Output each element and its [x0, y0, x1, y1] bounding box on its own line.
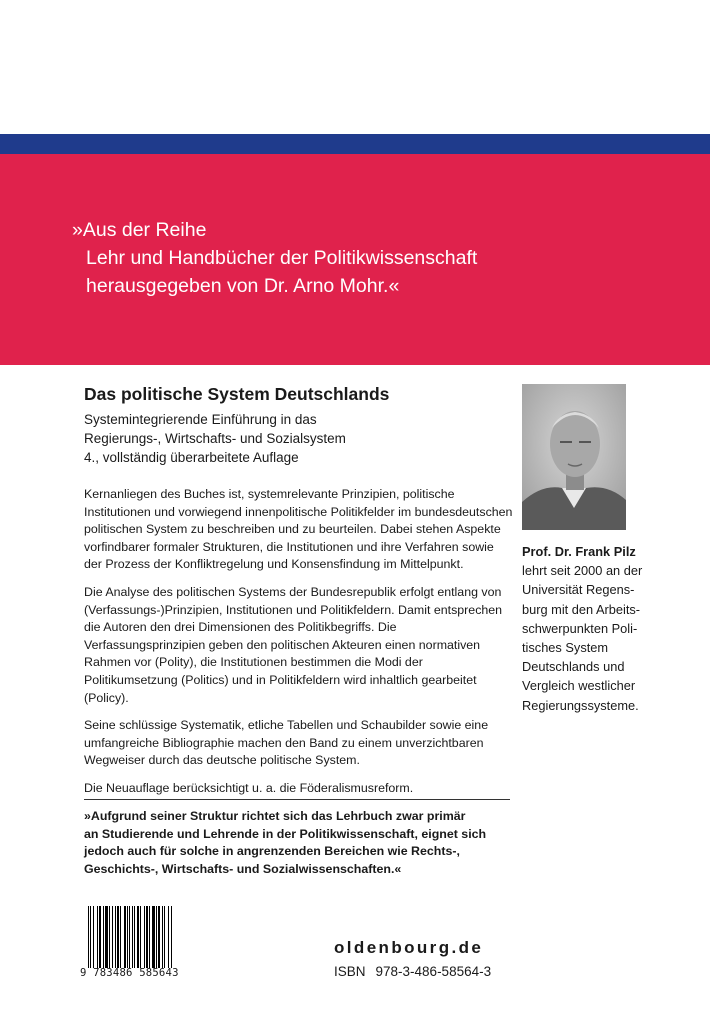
blurb [84, 486, 514, 808]
book-subtitle [84, 410, 346, 467]
author-bio [522, 542, 702, 715]
series-line-1: »Aus der Reihe [72, 219, 207, 241]
barcode-bar [103, 906, 104, 968]
isbn-value: 978-3-486-58564-3 [375, 964, 492, 979]
barcode [80, 906, 196, 986]
bio-line: Deutschlands und [522, 659, 625, 675]
barcode-bar [144, 906, 145, 968]
author-photo [522, 384, 626, 530]
review-quote [84, 808, 514, 878]
bio-line: schwerpunkten Poli- [522, 620, 638, 636]
book-title: Das politische System Deutschlands [84, 384, 390, 404]
barcode-bar [156, 906, 157, 968]
barcode-bar [124, 906, 126, 968]
barcode-bars [88, 906, 192, 968]
barcode-bar [117, 906, 119, 968]
bio-line: Regierungssysteme. [522, 697, 639, 713]
barcode-bar [88, 906, 89, 968]
barcode-bar [168, 906, 169, 968]
publisher-url[interactable]: oldenbourg.de [334, 938, 484, 957]
bio-line: lehrt seit 2000 an der [522, 563, 643, 579]
barcode-bar [158, 906, 160, 968]
barcode-bar [97, 906, 98, 968]
quote-line: Geschichts-, Wirtschafts- und Sozialwissenschaften.« [84, 861, 402, 876]
blurb-paragraph: Die Neuauflage berücksichtigt u. a. die Föderalismusreform. [84, 780, 414, 795]
author-name: Prof. Dr. Frank Pilz [522, 544, 636, 559]
blurb-paragraph: Kernanliegen des Buches ist, systemrelevante Prinzipien, politische Institutionen und vorwiegend innenpolitische Politikfelder im bundesdeutschen politischen System zu beschreiben und zu beurteilen. Dabei stehen Aspekte vorfindbarer formaler Strukturen, die Institutionen und ihre Verfahren sowie der Prozess der Konfliktregelung und Konsensfindung im Mittelpunkt. [84, 487, 513, 572]
isbn-label: ISBN [334, 964, 366, 979]
divider [84, 799, 510, 800]
barcode-bar [137, 906, 139, 968]
barcode-bar [162, 906, 163, 968]
series-text [72, 216, 477, 300]
series-line-2: Lehr und Handbücher der Politikwissenschaft [86, 247, 478, 269]
barcode-digits: 9 783486 585643 [80, 967, 179, 979]
isbn [334, 964, 491, 979]
bio-line: burg mit den Arbeits- [522, 601, 641, 617]
bio-line: tisches System [522, 640, 609, 656]
barcode-bar [127, 906, 128, 968]
barcode-bar [93, 906, 94, 968]
barcode-bar [149, 906, 150, 968]
barcode-bar [112, 906, 113, 968]
quote-line: an Studierende und Lehrende in der Politikwissenschaft, eignet sich [84, 826, 487, 841]
barcode-bar [90, 906, 91, 968]
barcode-bar [164, 906, 165, 968]
edition-line: 4., vollständig überarbeitete Auflage [84, 450, 299, 465]
quote-line: jedoch auch für solche in angrenzenden Bereichen wie Rechts-, [84, 844, 460, 859]
bio-line: Universität Regens- [522, 582, 635, 598]
bio-line: Vergleich westlicher [522, 678, 636, 694]
barcode-bar [140, 906, 141, 968]
barcode-bar [99, 906, 101, 968]
barcode-bar [109, 906, 110, 968]
barcode-bar [132, 906, 133, 968]
series-line-3: herausgegeben von Dr. Arno Mohr.« [86, 275, 400, 297]
top-blue-band [0, 134, 710, 154]
barcode-bar [115, 906, 116, 968]
barcode-bar [146, 906, 148, 968]
subtitle-line: Regierungs-, Wirtschafts- und Sozialsystem [84, 431, 346, 446]
subtitle-line: Systemintegrierende Einführung in das [84, 412, 317, 427]
barcode-bar [129, 906, 130, 968]
blurb-paragraph: Die Analyse des politischen Systems der Bundesrepublik erfolgt entlang von (Verfassungs-)Prinzipien, Institutionen und Politikfeldern. Damit entsprechen die Autoren den drei Dimensionen des Politikbegriffs. Die Verfassungsprinzipien geben den politischen Akteuren einen normativen Rahmen vor (Polity), die Institutionen bestimmen die Modi der Politikumsetzung (Politics) und in Politikfeldern wird inhaltlich gearbeitet (Policy). [84, 584, 503, 705]
blurb-paragraph: Seine schlüssige Systematik, etliche Tabellen und Schaubilder sowie eine umfangreiche Bibliographie machen den Band zu einem unverzichtbaren Wegweiser durch das deutsche politische System. [84, 718, 489, 768]
barcode-bar [120, 906, 121, 968]
barcode-bar [134, 906, 135, 968]
barcode-bar [105, 906, 108, 968]
barcode-bar [152, 906, 155, 968]
barcode-bar [171, 906, 172, 968]
quote-line: »Aufgrund seiner Struktur richtet sich das Lehrbuch zwar primär [84, 809, 466, 823]
